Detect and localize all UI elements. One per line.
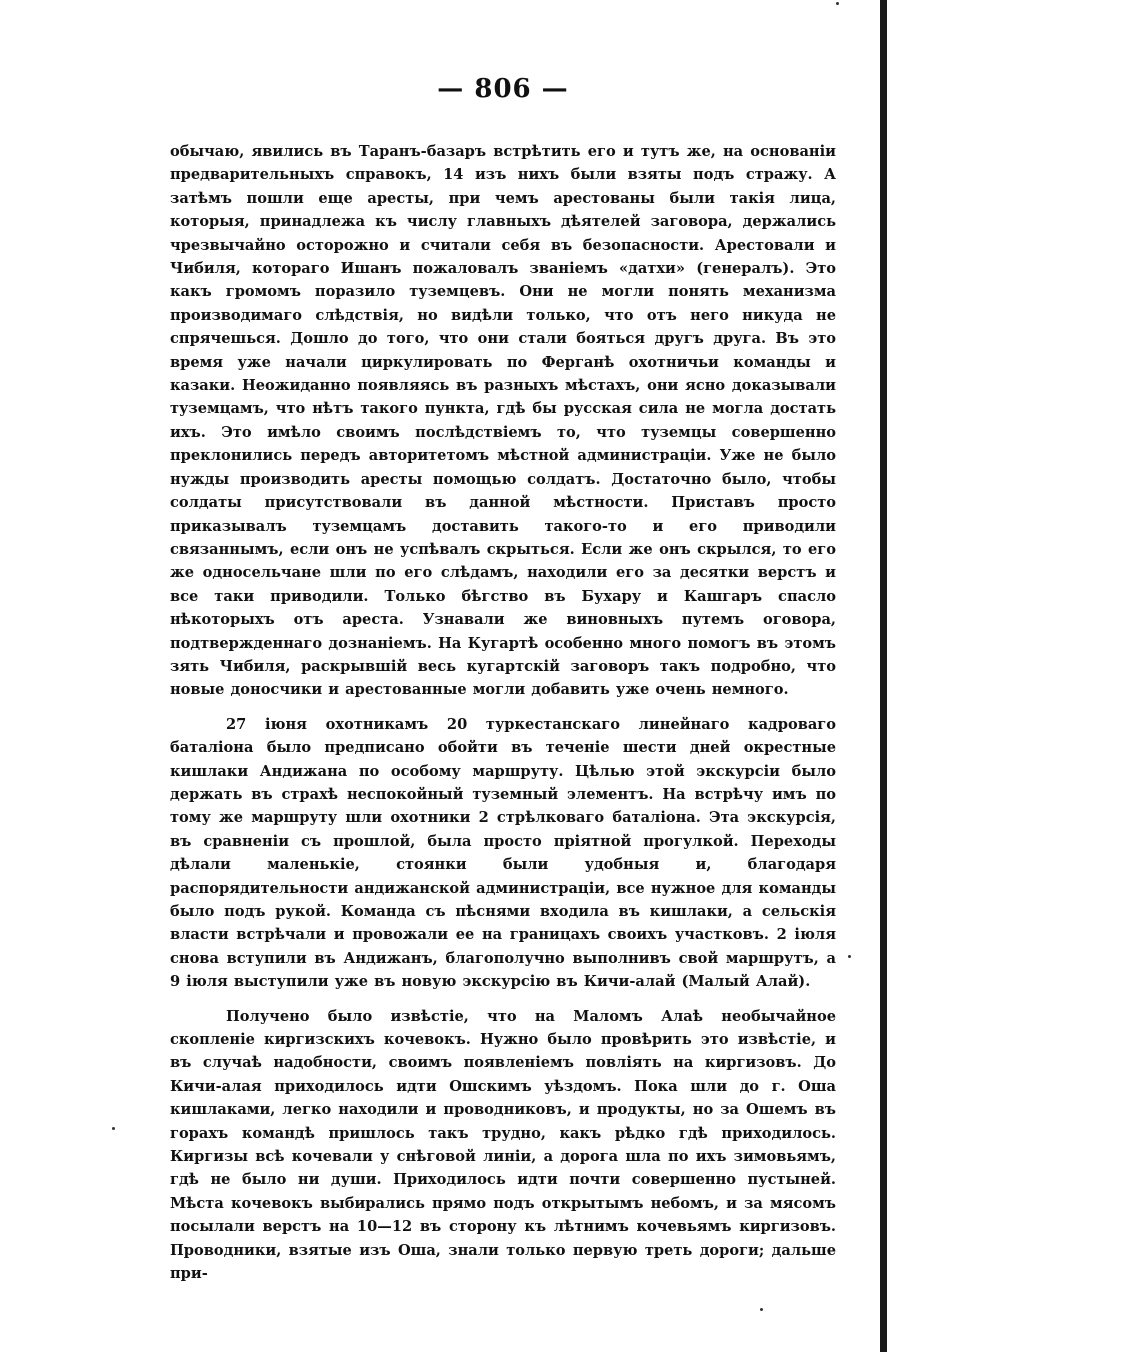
paragraph-3: Получено было извѣстіе, что на Маломъ Алаѣ необычайное скопленіе киргизскихъ кочевокъ. Нужно было провѣрить это извѣстіе, и въ случаѣ надобности, своимъ появленіемъ повліять на киргизовъ. До Кичи-алая приходилось идти Ошскимъ уѣздомъ. Пока шли до г. Оша кишлаками, легко находили и проводниковъ, и продукты, но за Ошемъ въ горахъ командѣ пришлось такъ трудно, какъ рѣдко гдѣ приходилось. Киргизы всѣ кочевали у снѣговой линіи, а дорога шла по ихъ зимовьямъ, гдѣ не было ни души. Приходилось идти почти совершенно пустыней. Мѣста кочевокъ выбирались прямо подъ открытымъ небомъ, и за мясомъ посылали верстъ на 10—12 въ сторону къ лѣтнимъ кочевьямъ киргизовъ. Проводники, взятые изъ Оша, знали только первую треть дороги; дальше при- bbox=[170, 1007, 836, 1283]
scan-speck bbox=[760, 1308, 763, 1311]
paragraph-1: обычаю, явились въ Таранъ-базаръ встрѣтить его и тутъ же, на основаніи предварительныхъ справокъ, 14 изъ нихъ были взяты подъ стражу. А затѣмъ пошли еще аресты, при чемъ арестованы были такія лица, которыя, принадлежа къ числу главныхъ дѣятелей заговора, держались чрезвычайно осторожно и считали себя въ безопасности. Арестовали и Чибиля, котораго Ишанъ пожаловалъ званіемъ «датхи» (генералъ). Это какъ громомъ поразило туземцевъ. Они не могли понять механизма производимаго слѣдствія, но видѣли только, что отъ него никуда не спрячешься. Дошло до того, что они стали бояться другъ друга. Въ это время уже начали циркулировать по Ферганѣ охотничьи команды и казаки. Неожиданно появляясь въ разныхъ мѣстахъ, они ясно доказывали туземцамъ, что нѣтъ такого пункта, гдѣ бы русская сила не могла достать ихъ. Это имѣло своимъ послѣдствіемъ то, что туземцы совершенно преклонились передъ авторитетомъ мѣстной администраціи. Уже не было нужды производить аресты помощью солдатъ. Достаточно было, чтобы солдаты присутствовали въ данной мѣстности. Приставъ просто приказывалъ туземцамъ доставить такого-то и его приводили связаннымъ, если онъ не успѣвалъ скрыться. Если же онъ скрылся, то его же односельчане шли по его слѣдамъ, находили его за десятки верстъ и все таки приводили. Только бѣгство въ Бухару и Кашгаръ спасло нѣкоторыхъ отъ ареста. Узнавали же виновныхъ путемъ оговора, подтвержденнаго дознаніемъ. На Кугартѣ особенно много помогъ въ этомъ зять Чибиля, раскрывшій весь кугартскій заговоръ такъ подробно, что новые доносчики и арестованные могли добавить уже очень немного. bbox=[170, 143, 836, 699]
scan-speck bbox=[836, 2, 839, 5]
page-number: — 806 — bbox=[437, 74, 569, 104]
scan-speck bbox=[848, 955, 851, 958]
scan-speck bbox=[112, 1127, 115, 1130]
page-binding-edge bbox=[880, 0, 887, 1352]
paragraph-2: 27 іюня охотникамъ 20 туркестанскаго линейнаго кадроваго баталіона было предписано обойти въ теченіе шести дней окрестные кишлаки Андижана по особому маршруту. Цѣлью этой экскурсіи было держать въ страхѣ неспокойный туземный элементъ. На встрѣчу имъ по тому же маршруту шли охотники 2 стрѣлковаго баталіона. Эта экскурсія, въ сравненіи съ прошлой, была просто пріятной прогулкой. Переходы дѣлали маленькіе, стоянки были удобныя и, благодаря распорядительности андижанской администраціи, все нужное для команды было подъ рукой. Команда съ пѣснями входила въ кишлаки, а сельскія власти встрѣчали и провожали ее на границахъ своихъ участковъ. 2 іюля снова вступили въ Андижанъ, благополучно выполнивъ свой маршрутъ, а 9 іюля выступили уже въ новую экскурсію въ Кичи-алай (Малый Алай). bbox=[170, 715, 836, 991]
body-text bbox=[170, 140, 836, 1297]
